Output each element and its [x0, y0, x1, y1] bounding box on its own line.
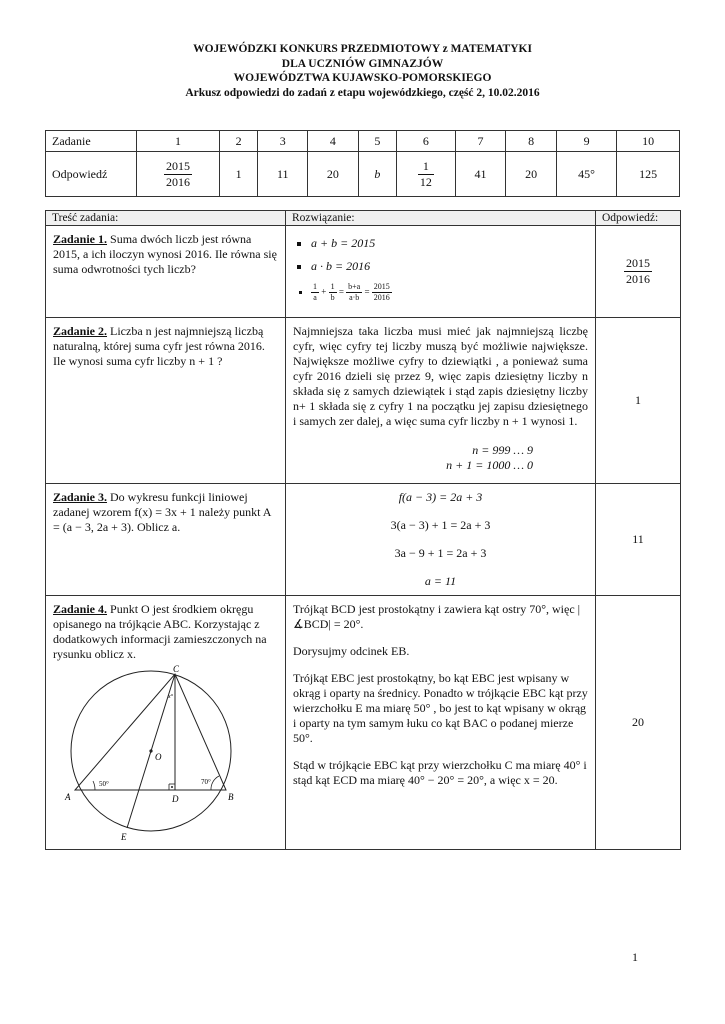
solutions-header-row [46, 211, 681, 226]
task-row-4 [46, 596, 681, 850]
answer-cell [137, 152, 220, 197]
answer-row [46, 152, 680, 197]
answer-cell: 1 [219, 152, 257, 197]
header-line-2: DLA UCZNIÓW GIMNAZJÓW [281, 57, 444, 70]
angle-arc-a [93, 781, 95, 790]
circle-triangle-figure [61, 664, 234, 843]
task-solution: f(a − 3) = 2a + 3 3(a − 3) + 1 = 2a + 3 3a − 9 + 1 = 2a + 3 a = 11 [286, 484, 596, 596]
task-solution: Trójkąt BCD jest prostokątny i zawiera kąt ostry 70°, więc |∡BCD| = 20°. Dorysujmy odcinek EB. Trójkąt EBC jest prostokątny, bo kąt EBC jest wpisany w okrąg i oparty na średnicy. Ponadto w trójkącie EBC kąt przy wierzchołku E ma miarę 50° , bo jest to kąt wpisany w okrąg i oparty na tym samym łuku co kąt BAC o podanej mierze 50°. Stąd w trójkącie EBC kąt przy wierzchołku C ma miarę 40° i stąd kąt ECD ma miarę 40° − 20° = 20°, a więc x = 20. [286, 596, 596, 850]
task-number: 4 [308, 131, 359, 152]
task-number: 10 [617, 131, 680, 152]
label-c: C [173, 664, 180, 674]
column-header: Odpowiedź: [596, 211, 681, 226]
header-line-1: WOJEWÓDZKI KONKURS PRZEDMIOTOWY z MATEMATYKI [193, 43, 532, 55]
angle-a-label: 50° [99, 780, 109, 788]
task-answer: $\frac{2015}{2016}$ [596, 226, 681, 318]
header-line-4: Arkusz odpowiedzi do zadań z etapu wojewódzkiego, część 2, 10.02.2016 [185, 86, 540, 99]
answer-key-table [45, 130, 680, 197]
fraction: $\frac{1}{12}$ [419, 158, 432, 189]
row-label: Zadanie [46, 131, 137, 152]
answer-cell: 41 [455, 152, 506, 197]
task-statement: Zadanie 2. Liczba n jest najmniejszą liczbą naturalną, której suma cyfr jest równa 2016. Ile wynosi suma cyfr liczby n + 1 ? [46, 318, 286, 484]
task-statement: Zadanie 3. Do wykresu funkcji liniowej zadanej wzorem f(x) = 3x + 1 należy punkt A = (a − 3, 2a + 3). Oblicz a. [46, 484, 286, 596]
task-number: 8 [506, 131, 557, 152]
label-b: B [228, 792, 234, 802]
right-angle-dot [171, 786, 173, 788]
solutions-table [45, 210, 681, 850]
task-answer: 11 [596, 484, 681, 596]
label-o: O [155, 752, 162, 762]
answer-cell: 20 [506, 152, 557, 197]
answer-cell: 125 [617, 152, 680, 197]
label-d: D [172, 794, 179, 804]
task-solution [286, 226, 596, 318]
task-number: 6 [397, 131, 456, 152]
task-number: 2 [219, 131, 257, 152]
answer-cell [397, 152, 456, 197]
header-line-3: WOJEWÓDZTWA KUJAWSKO-POMORSKIEGO [233, 72, 492, 84]
task-answer: 20 [596, 596, 681, 850]
row-label: Odpowiedź [46, 152, 137, 197]
answer-cell: 11 [258, 152, 308, 197]
label-e: E [121, 832, 127, 842]
answer-cell: b [358, 152, 396, 197]
fraction: $\frac{2015}{2016}$ [165, 158, 190, 189]
task-statement: Zadanie 1. Suma dwóch liczb jest równa 2015, a ich iloczyn wynosi 2016. Ile równa się suma odwrotności tych liczb? [46, 226, 286, 318]
task-answer: 1 [596, 318, 681, 484]
angle-x-label: x° [168, 694, 174, 700]
task-row-2 [46, 318, 681, 484]
answer-cell: 20 [308, 152, 359, 197]
column-header: Treść zadania: [46, 211, 286, 226]
solution-step: ▪ a · b = 2016 [311, 259, 588, 274]
task-row-3 [46, 484, 681, 596]
task-number: 7 [455, 131, 506, 152]
angle-arc-b [211, 776, 219, 790]
solution-step: ▪ $\frac{1}{a}$ + $\frac{1}{b}$ = $\frac{b+a}{a\cdot b}$ = $\frac{2015}{2016}$ [311, 282, 588, 303]
answer-cell: 45° [556, 152, 616, 197]
angle-b-label: 70° [201, 778, 211, 786]
task-statement: Zadanie 4. Punkt O jest środkiem okręgu opisanego na trójkącie ABC. Korzystając z dodatkowych informacji zamieszczonych na rysunku oblicz x. A B C D E O 50° 70° x° [46, 596, 286, 850]
task-solution: Najmniejsza taka liczba musi mieć jak najmniejszą liczbę cyfr, więc cyfry tej liczby muszą być możliwie największe. Największe możliwe cyfry to dziewiątki , a ponieważ suma cyfr 2016 dzieli się przez 9, więc zapis dziesiętny liczby n składa się z samych dziewiątek i stąd zapis dziesiętny liczby n+ 1 składa się z cyfry 1 na początku jej zapisu dziesiętnego i samych zer dalej, a więc suma cyfr liczby n + 1 wynosi 1. n = 999 … 9 n + 1 = 1000 … 0 [286, 318, 596, 484]
column-header: Rozwiązanie: [286, 211, 596, 226]
task-number: 9 [556, 131, 616, 152]
label-a: A [65, 792, 71, 802]
page-number: 1 [632, 950, 638, 964]
task-row-1 [46, 226, 681, 318]
task-number: 1 [137, 131, 220, 152]
document-header [0, 42, 725, 100]
center-point-o [149, 749, 152, 752]
task-number: 3 [258, 131, 308, 152]
task-number-row [46, 131, 680, 152]
solution-step: ▪ a + b = 2015 [311, 236, 588, 251]
task-number: 5 [358, 131, 396, 152]
